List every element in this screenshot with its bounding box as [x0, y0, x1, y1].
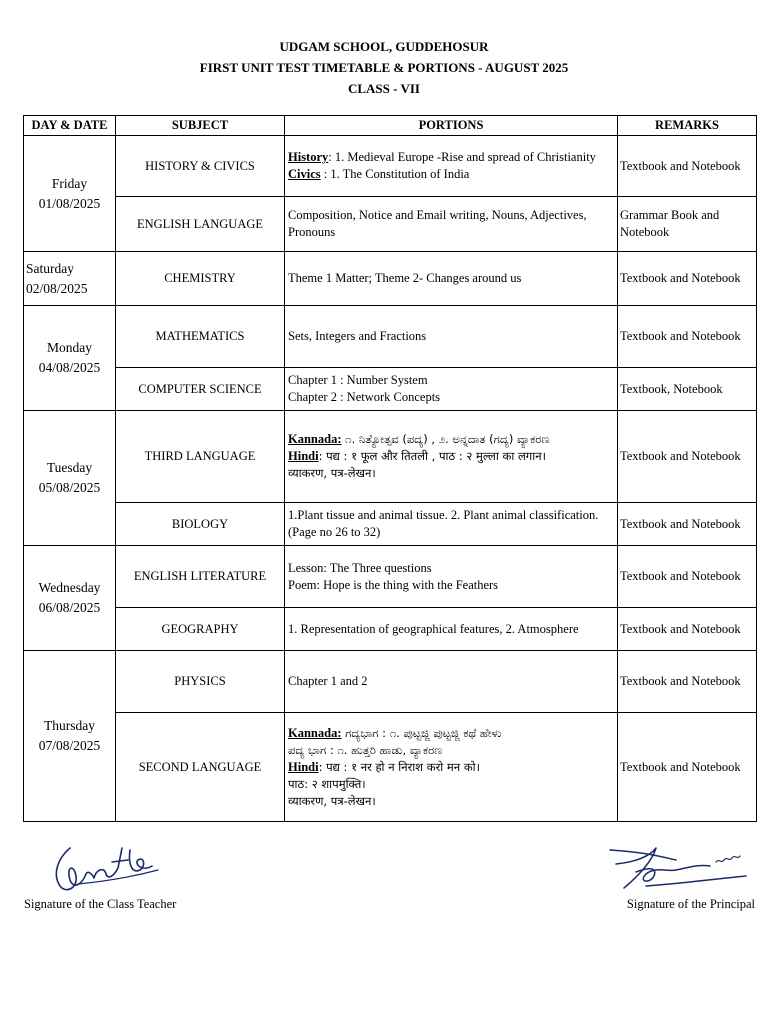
table-row — [24, 651, 757, 713]
subject-cell: ENGLISH LITERATURE — [116, 546, 285, 608]
remarks-cell: Textbook and Notebook — [618, 651, 757, 713]
col-header-subject: SUBJECT — [116, 116, 285, 136]
civics-label: Civics — [288, 167, 321, 181]
day-name: Thursday — [44, 718, 95, 733]
portion-line: व्याकरण, पत्र-लेखन। — [288, 793, 376, 808]
day-cell — [24, 546, 116, 651]
day-cell — [24, 252, 116, 306]
subject-cell: COMPUTER SCIENCE — [116, 368, 285, 411]
portion-cell: Theme 1 Matter; Theme 2- Changes around us — [285, 252, 618, 306]
portion-cell: Chapter 1 and 2 — [285, 651, 618, 713]
hindi-text: : पद्य : १ फूल और तितली , पाठ : २ मुल्ला का लगान। — [318, 449, 546, 463]
school-name: UDGAM SCHOOL, GUDDEHOSUR — [279, 39, 489, 54]
portion-line: Chapter 2 : Network Concepts — [288, 390, 441, 404]
hindi-text: : पद्य : १ नर हो न निराश करो मन को। — [318, 759, 480, 774]
portion-line: Chapter 1 : Number System — [288, 373, 428, 387]
remarks-cell: Textbook, Notebook — [618, 368, 757, 411]
day-date: 04/08/2025 — [38, 360, 101, 375]
table-row — [24, 503, 757, 546]
timetable-table — [23, 115, 757, 822]
principal-signature-label: Signature of the Principal — [626, 897, 755, 911]
kannada-label: Kannada: — [288, 725, 342, 740]
kannada-text: ಗದ್ಯಭಾಗ : ೧. ಪುಟ್ಟಜ್ಜಿ ಪುಟ್ಟಜ್ಜಿ ಕಥೆ ಹೇಳು — [341, 725, 502, 740]
day-name: Friday — [51, 175, 88, 191]
table-row — [24, 368, 757, 411]
document-header — [0, 36, 768, 99]
hindi-label: Hindi — [288, 449, 319, 463]
remarks-cell: Textbook and Notebook — [618, 546, 757, 608]
table-row — [24, 197, 757, 252]
col-header-portions: PORTIONS — [285, 116, 618, 136]
remarks-cell: Textbook and Notebook — [618, 252, 757, 306]
history-text: : 1. Medieval Europe -Rise and spread of Christianity — [328, 150, 596, 164]
table-row — [24, 546, 757, 608]
day-date: 02/08/2025 — [26, 280, 88, 296]
class-teacher-signature — [48, 840, 168, 896]
class-label: CLASS - VII — [347, 81, 420, 96]
portion-line: Lesson: The Three questions — [288, 560, 432, 575]
table-row — [24, 252, 757, 306]
subject-cell: THIRD LANGUAGE — [116, 411, 285, 503]
remarks-cell: Textbook and Notebook — [618, 411, 757, 503]
subject-cell: ENGLISH LANGUAGE — [116, 197, 285, 252]
remarks-cell: Textbook and Notebook — [618, 306, 757, 368]
principal-signature — [606, 842, 756, 892]
table-row — [24, 411, 757, 503]
table-row — [24, 713, 757, 822]
portion-cell: Sets, Integers and Fractions — [285, 306, 618, 368]
table-row — [24, 136, 757, 197]
subject-cell: SECOND LANGUAGE — [116, 713, 285, 822]
subject-cell: MATHEMATICS — [116, 306, 285, 368]
day-name: Tuesday — [46, 460, 93, 475]
remarks-cell: Textbook and Notebook — [618, 713, 757, 822]
day-date: 05/08/2025 — [38, 480, 101, 495]
portion-cell — [285, 368, 618, 411]
day-date: 06/08/2025 — [38, 600, 101, 615]
day-cell — [24, 306, 116, 411]
table-header-row — [24, 116, 757, 136]
portion-cell: 1. Representation of geographical features, 2. Atmosphere — [285, 608, 618, 651]
portion-cell: 1.Plant tissue and animal tissue. 2. Plant animal classification.(Page no 26 to 32) — [285, 503, 618, 546]
portion-line: Poem: Hope is the thing with the Feathers — [288, 577, 499, 592]
portion-cell — [285, 713, 618, 822]
day-cell — [24, 411, 116, 546]
day-cell — [24, 136, 116, 252]
remarks-cell: Textbook and Notebook — [618, 608, 757, 651]
subject-cell: GEOGRAPHY — [116, 608, 285, 651]
day-date: 01/08/2025 — [38, 195, 101, 211]
day-date: 07/08/2025 — [38, 738, 101, 753]
table-row — [24, 608, 757, 651]
col-header-remarks: REMARKS — [618, 116, 757, 136]
subject-cell: BIOLOGY — [116, 503, 285, 546]
portion-line: व्याकरण, पत्र-लेखन। — [288, 466, 376, 480]
portion-cell — [285, 411, 618, 503]
remarks-cell: Textbook and Notebook — [618, 136, 757, 197]
hindi-label: Hindi — [288, 759, 319, 774]
subject-cell: HISTORY & CIVICS — [116, 136, 285, 197]
subject-cell: CHEMISTRY — [116, 252, 285, 306]
day-name: Monday — [47, 340, 92, 355]
portion-cell — [285, 546, 618, 608]
civics-text: : 1. The Constitution of India — [320, 167, 470, 181]
day-name: Wednesday — [38, 580, 101, 595]
table-row — [24, 306, 757, 368]
day-name: Saturday — [26, 260, 74, 276]
kannada-label: Kannada: — [288, 432, 342, 446]
remarks-cell: Grammar Book and Notebook — [618, 197, 757, 252]
remarks-cell: Textbook and Notebook — [618, 503, 757, 546]
portion-cell — [285, 136, 618, 197]
history-label: History — [288, 150, 329, 164]
subject-cell: PHYSICS — [116, 651, 285, 713]
col-header-day-date: DAY & DATE — [24, 116, 116, 136]
portion-cell: Composition, Notice and Email writing, Nouns, Adjectives, Pronouns — [285, 197, 618, 252]
class-teacher-signature-label: Signature of the Class Teacher — [24, 897, 177, 911]
day-cell — [24, 651, 116, 822]
portion-line: पाठ: २ शापमुक्ति। — [288, 776, 366, 791]
kannada-text: ೧. ನಿತ್ಯೋತ್ಸವ (ಪದ್ಯ) , ೨. ಅನ್ನದಾತ (ಗದ್ಯ) ವ್ಯಾಕರಣ — [341, 432, 550, 446]
document-title: FIRST UNIT TEST TIMETABLE & PORTIONS - AUGUST 2025 — [199, 60, 569, 75]
portion-line: ಪದ್ಯ ಭಾಗ : ೧. ಹುತ್ತರಿ ಹಾಡು, ವ್ಯಾಕರಣ — [288, 742, 443, 757]
